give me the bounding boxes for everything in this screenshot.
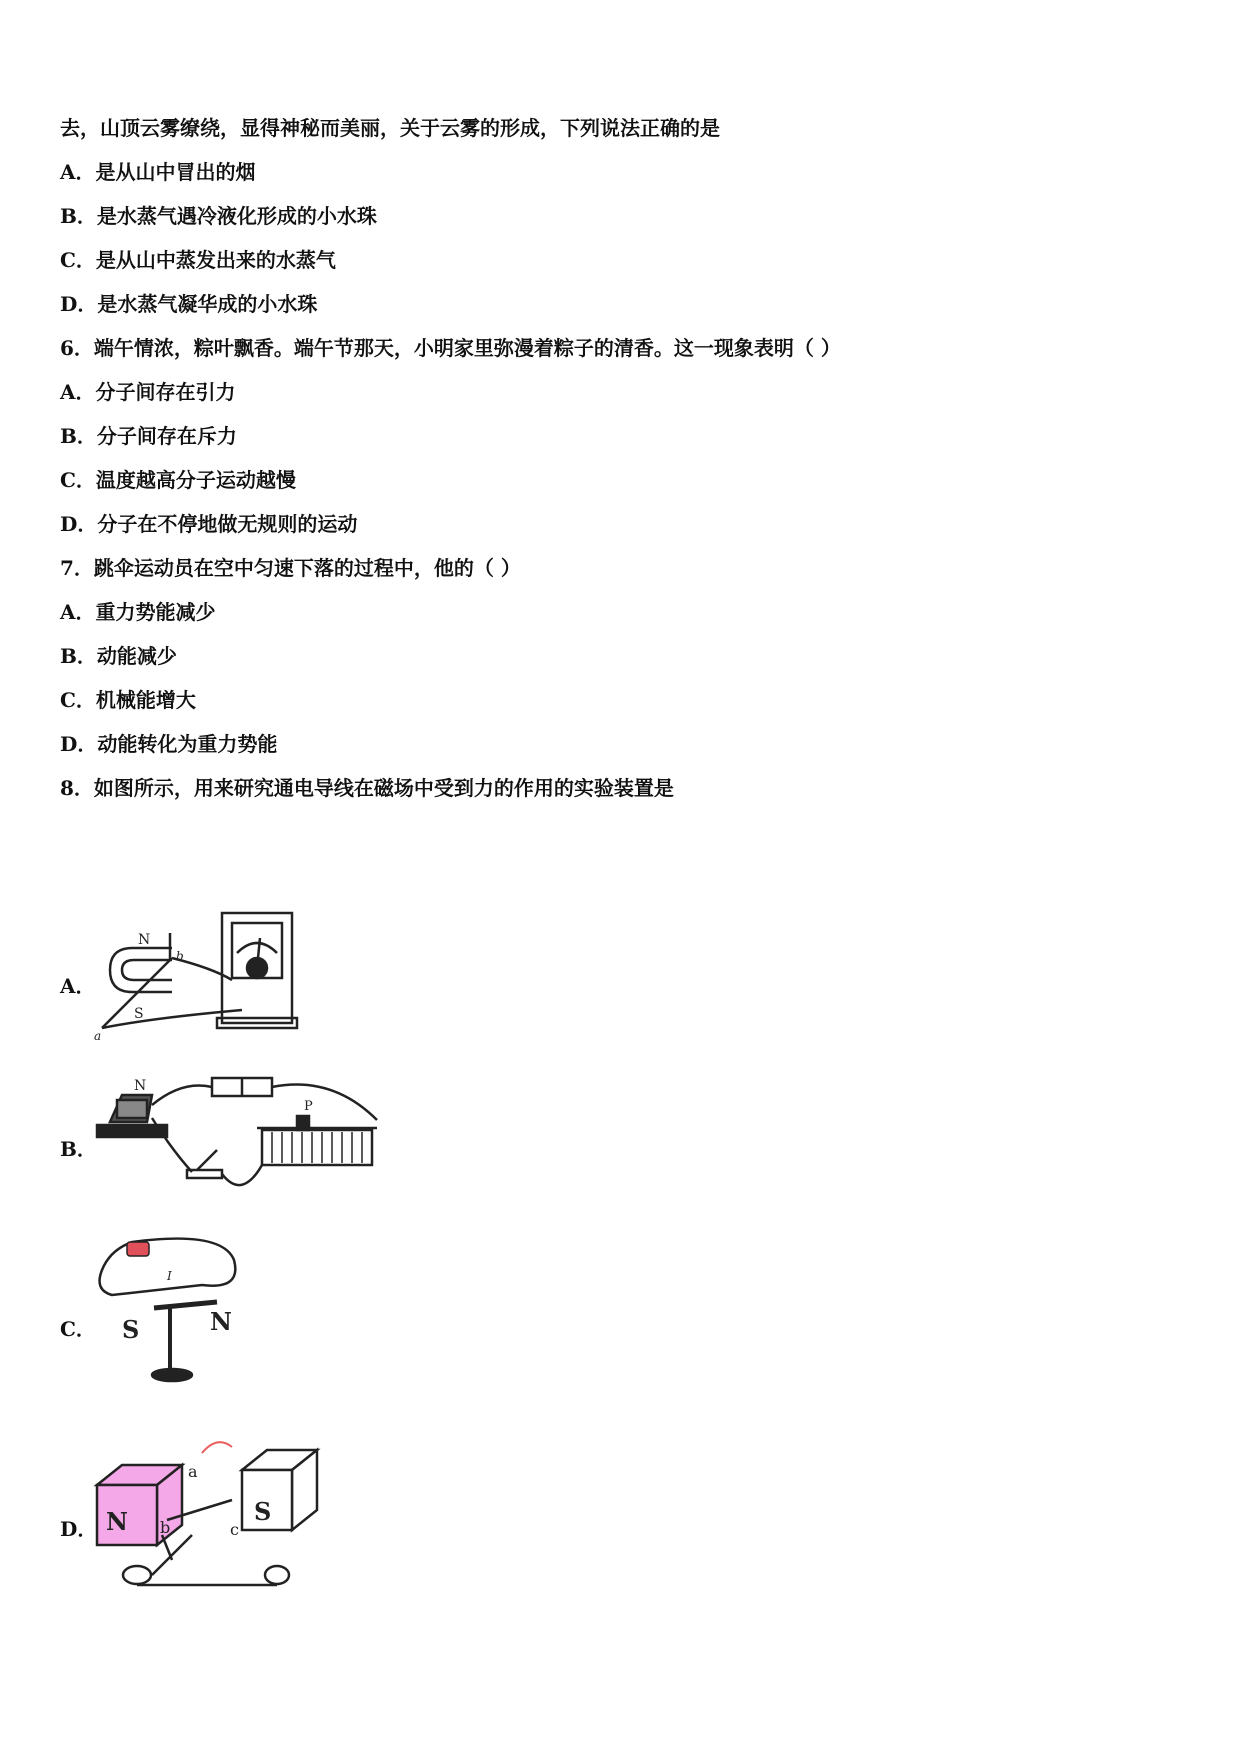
- figure-d-label-c: c: [230, 1520, 239, 1539]
- q7-option-b: B．动能减少: [60, 644, 177, 668]
- figure-d-label-n: N: [106, 1507, 128, 1536]
- q5-option-b: B．是水蒸气遇冷液化形成的小水珠: [60, 204, 377, 228]
- q6-option-b: B．分子间存在斥力: [60, 424, 237, 448]
- q7-option-a: A．重力势能减少: [60, 600, 216, 624]
- motion-arrow-icon: [202, 1442, 232, 1453]
- q8-option-d-label: D．: [60, 1517, 98, 1541]
- figure-d-label-a: a: [188, 1462, 198, 1481]
- q8-option-a-label: A．: [60, 974, 96, 998]
- figure-a-label-b: b: [176, 949, 184, 963]
- q8-option-c-label: C．: [60, 1317, 96, 1341]
- figure-a-label-s: S: [134, 1006, 144, 1022]
- figure-c-oersted-setup: [92, 1230, 252, 1390]
- q5-option-a: A．是从山中冒出的烟: [60, 160, 256, 184]
- figure-d-label-b: b: [160, 1518, 171, 1537]
- battery-icon: [127, 1242, 149, 1256]
- figure-b-label-p: P: [304, 1099, 313, 1114]
- figure-a-label-a: a: [94, 1029, 102, 1043]
- figure-c-label-i: I: [167, 1269, 172, 1283]
- q8-stem: 8．如图所示，用来研究通电导线在磁场中受到力的作用的实验装置是: [60, 776, 674, 800]
- q5-option-d: D．是水蒸气凝华成的小水珠: [60, 292, 318, 316]
- q7-option-d: D．动能转化为重力势能: [60, 732, 278, 756]
- figure-b-rheostat-setup: [92, 1060, 382, 1210]
- q5-stem-continuation: 去，山顶云雾缭绕，显得神秘而美丽，关于云雾的形成，下列说法正确的是: [60, 116, 720, 140]
- figure-d-rail-setup: [92, 1425, 332, 1595]
- figure-b-label-n: N: [134, 1078, 147, 1094]
- q8-option-b-label: B．: [60, 1137, 97, 1161]
- q7-option-c: C．机械能增大: [60, 688, 196, 712]
- figure-c-label-s: S: [122, 1315, 140, 1344]
- q6-option-c: C．温度越高分子运动越慢: [60, 468, 296, 492]
- q7-stem: 7．跳伞运动员在空中匀速下落的过程中，他的（ ）: [60, 556, 521, 580]
- figure-c-label-n: N: [210, 1307, 232, 1336]
- q6-option-d: D．分子在不停地做无规则的运动: [60, 512, 358, 536]
- figure-d-label-s: S: [254, 1497, 272, 1526]
- figure-a-label-n: N: [138, 932, 151, 948]
- q6-stem: 6．端午情浓，粽叶飘香。端午节那天，小明家里弥漫着粽子的清香。这一现象表明（ ）: [60, 336, 841, 360]
- q6-option-a: A．分子间存在引力: [60, 380, 236, 404]
- figure-a-galvanometer-setup: [92, 908, 302, 1048]
- q5-option-c: C．是从山中蒸发出来的水蒸气: [60, 248, 336, 272]
